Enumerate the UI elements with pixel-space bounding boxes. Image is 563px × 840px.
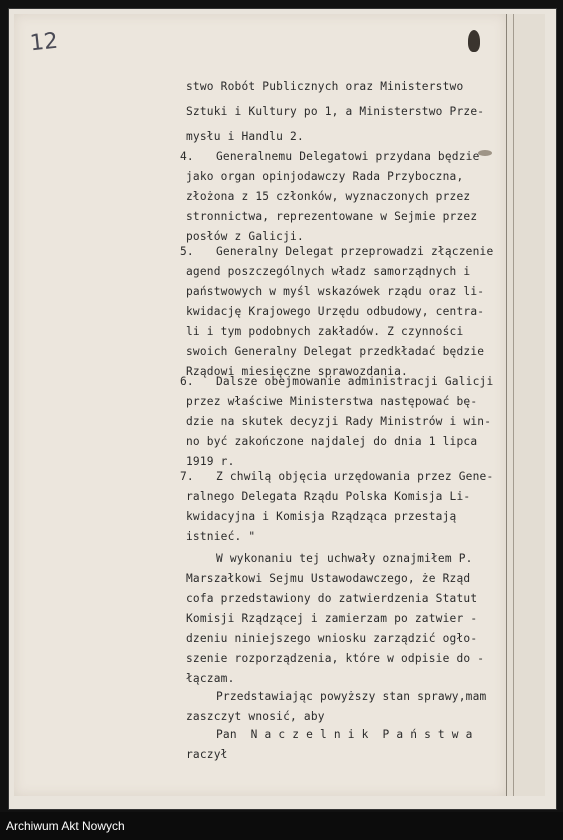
text-line: no być zakończone najdalej do dnia 1 lipca bbox=[186, 435, 478, 448]
page-edge-line bbox=[513, 14, 514, 796]
text-line: dzeniu niniejszego wniosku zarządzić ogło- bbox=[186, 632, 478, 645]
text-line: kwidację Krajowego Urzędu odbudowy, centra- bbox=[186, 305, 485, 318]
text-line: Generalnemu Delegatowi przydana będzie bbox=[216, 150, 480, 163]
text-line: zaszczyt wnosić, aby bbox=[186, 710, 325, 723]
text-line: W wykonaniu tej uchwały oznajmiłem P. bbox=[216, 552, 473, 565]
ink-smudge-icon bbox=[478, 150, 492, 156]
text-line: posłów z Galicji. bbox=[186, 230, 304, 243]
next-page-edge bbox=[506, 14, 545, 796]
text-line: kwidacyjna i Komisja Rządząca przestają bbox=[186, 510, 457, 523]
text-line: stronnictwa, reprezentowane w Sejmie przez bbox=[186, 210, 478, 223]
text-line: istnieć. " bbox=[186, 530, 256, 543]
text-line: swoich Generalny Delegat przedkładać będzie bbox=[186, 345, 485, 358]
text-line: Generalny Delegat przeprowadzi złączenie bbox=[216, 245, 494, 258]
text-line: Marszałkowi Sejmu Ustawodawczego, że Rząd bbox=[186, 572, 471, 585]
text-line: przez właściwe Ministerstwa następować bę- bbox=[186, 395, 478, 408]
archive-name: Archiwum Akt Nowych bbox=[6, 819, 125, 833]
text-line: ralnego Delegata Rządu Polska Komisja Li- bbox=[186, 490, 471, 503]
text-line: stwo Robót Publicznych oraz Ministerstwo bbox=[186, 80, 464, 93]
text-line: cofa przedstawiony do zatwierdzenia Statut bbox=[186, 592, 478, 605]
text-line: 6. bbox=[180, 375, 194, 388]
ink-mark-icon bbox=[468, 30, 480, 52]
handwritten-page-number: 12 bbox=[28, 28, 60, 57]
text-line: dzie na skutek decyzji Rady Ministrów i win- bbox=[186, 415, 492, 428]
text-line: złożona z 15 członków, wyznaczonych przez bbox=[186, 190, 471, 203]
text-line: państwowych w myśl wskazówek rządu oraz li- bbox=[186, 285, 485, 298]
text-line: Pan N a c z e l n i k P a ń s t w a bbox=[216, 728, 473, 741]
text-line: 5. bbox=[180, 245, 194, 258]
text-line: 7. bbox=[180, 470, 194, 483]
text-line: li i tym podobnych zakładów. Z czynności bbox=[186, 325, 464, 338]
archive-footer-bar bbox=[0, 812, 563, 840]
text-line: 4. bbox=[180, 150, 194, 163]
text-line: 1919 r. bbox=[186, 455, 235, 468]
text-line: Dalsze obejmowanie administracji Galicji bbox=[216, 375, 494, 388]
text-line: Rządowi miesięczne sprawozdania. bbox=[186, 365, 408, 378]
text-line: Z chwilą objęcia urzędowania przez Gene- bbox=[216, 470, 494, 483]
text-line: Sztuki i Kultury po 1, a Ministerstwo Prze- bbox=[186, 105, 485, 118]
text-line: jako organ opinjodawczy Rada Przyboczna, bbox=[186, 170, 464, 183]
text-line: Komisji Rządzącej i zamierzam po zatwier - bbox=[186, 612, 478, 625]
text-line: raczył bbox=[186, 748, 228, 761]
text-line: mysłu i Handlu 2. bbox=[186, 130, 304, 143]
text-line: szenie rozporządzenia, które w odpisie do - bbox=[186, 652, 485, 665]
text-line: agend poszczególnych władz samorządnych i bbox=[186, 265, 471, 278]
text-line: Przedstawiając powyższy stan sprawy,mam bbox=[216, 690, 487, 703]
text-line: łączam. bbox=[186, 672, 235, 685]
